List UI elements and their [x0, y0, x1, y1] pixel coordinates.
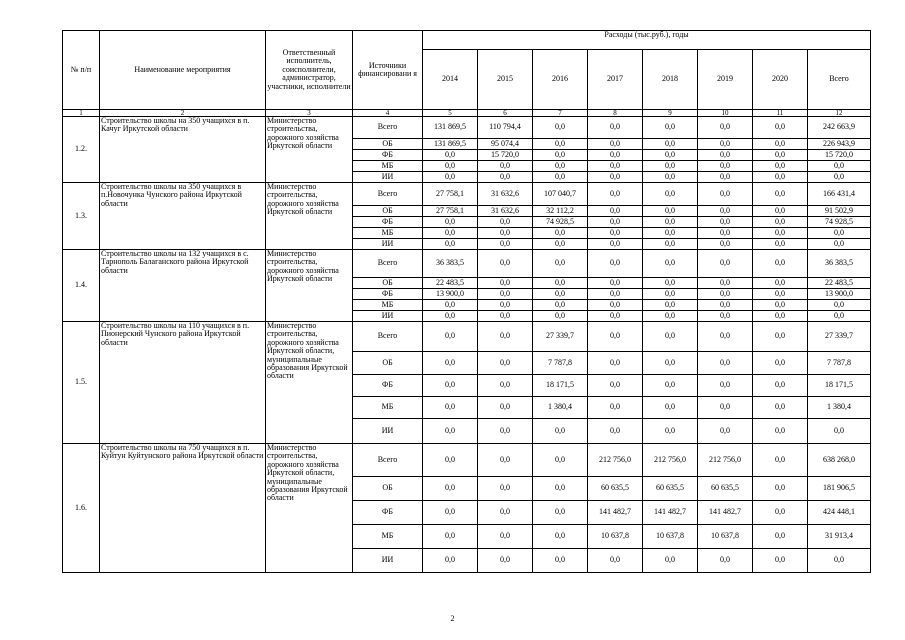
year-value: 0,0: [588, 228, 643, 239]
year-value: 0,0: [753, 228, 808, 239]
header-year: 2017: [588, 50, 643, 110]
year-value: 0,0: [533, 161, 588, 172]
header-name: Наименование мероприятия: [100, 31, 266, 110]
year-value: 0,0: [423, 501, 478, 525]
year-value: 10 637,8: [698, 525, 753, 549]
total-value: 36 383,5: [808, 250, 871, 278]
funding-source: ФБ: [353, 501, 423, 525]
year-value: 31 632,6: [478, 183, 533, 206]
year-value: 95 074,4: [478, 139, 533, 150]
total-value: 424 448,1: [808, 501, 871, 525]
year-value: 0,0: [423, 477, 478, 501]
year-value: 0,0: [753, 419, 808, 444]
year-value: 0,0: [423, 300, 478, 311]
year-value: 0,0: [423, 444, 478, 477]
year-value: 0,0: [423, 375, 478, 397]
year-value: 60 635,5: [643, 477, 698, 501]
funding-source: Всего: [353, 117, 423, 139]
year-value: 0,0: [753, 289, 808, 300]
header-source: Источники финансировани я: [353, 31, 423, 110]
funding-source: ОБ: [353, 278, 423, 289]
total-value: 181 906,5: [808, 477, 871, 501]
year-value: 0,0: [478, 444, 533, 477]
year-value: 0,0: [643, 117, 698, 139]
year-value: 0,0: [698, 375, 753, 397]
total-value: 0,0: [808, 549, 871, 573]
year-value: 0,0: [533, 150, 588, 161]
year-value: 107 040,7: [533, 183, 588, 206]
year-value: 0,0: [698, 239, 753, 250]
year-value: 0,0: [478, 161, 533, 172]
year-value: 0,0: [478, 311, 533, 322]
header-year: 2020: [753, 50, 808, 110]
row-number: 1.3.: [63, 183, 100, 250]
table-row: [63, 117, 871, 139]
year-value: 0,0: [588, 549, 643, 573]
activity-name: Строительство школы на 110 учащихся в п. Пионерский Чунского района Иркутской области: [100, 322, 266, 444]
row-number: 1.2.: [63, 117, 100, 183]
total-value: 0,0: [808, 161, 871, 172]
year-value: 0,0: [588, 161, 643, 172]
year-value: 27 339,7: [533, 322, 588, 352]
year-value: 0,0: [478, 525, 533, 549]
row-number: 1.5.: [63, 322, 100, 444]
year-value: 0,0: [588, 352, 643, 375]
funding-source: МБ: [353, 397, 423, 419]
year-value: 0,0: [533, 289, 588, 300]
column-number: 12: [808, 110, 871, 117]
year-value: 0,0: [423, 172, 478, 183]
year-value: 0,0: [533, 477, 588, 501]
responsible-executor: Министерство строительства, дорожного хозяйства Иркутской области: [266, 250, 353, 322]
year-value: 10 637,8: [588, 525, 643, 549]
year-value: 0,0: [643, 375, 698, 397]
header-year: 2018: [643, 50, 698, 110]
year-value: 0,0: [588, 172, 643, 183]
funding-source: ИИ: [353, 172, 423, 183]
funding-source: ФБ: [353, 289, 423, 300]
funding-source: МБ: [353, 161, 423, 172]
column-number: 6: [478, 110, 533, 117]
year-value: 0,0: [423, 161, 478, 172]
year-value: 0,0: [643, 183, 698, 206]
year-value: 212 756,0: [643, 444, 698, 477]
year-value: 0,0: [588, 419, 643, 444]
year-value: 0,0: [698, 311, 753, 322]
year-value: 0,0: [698, 139, 753, 150]
year-value: 27 758,1: [423, 206, 478, 217]
year-value: 0,0: [478, 239, 533, 250]
year-value: 36 383,5: [423, 250, 478, 278]
funding-source: МБ: [353, 525, 423, 549]
year-value: 0,0: [423, 217, 478, 228]
year-value: 10 637,8: [643, 525, 698, 549]
total-value: 166 431,4: [808, 183, 871, 206]
header-responsible: Ответственный исполнитель, соисполнители, администратор, участники, исполнители: [266, 31, 353, 110]
year-value: 0,0: [533, 549, 588, 573]
year-value: 212 756,0: [698, 444, 753, 477]
year-value: 0,0: [588, 375, 643, 397]
year-value: 0,0: [698, 289, 753, 300]
year-value: 0,0: [478, 397, 533, 419]
year-value: 0,0: [533, 501, 588, 525]
year-value: 0,0: [753, 549, 808, 573]
header-year: 2014: [423, 50, 478, 110]
total-value: 1 380,4: [808, 397, 871, 419]
funding-source: ОБ: [353, 352, 423, 375]
year-value: 0,0: [588, 322, 643, 352]
total-value: 0,0: [808, 228, 871, 239]
year-value: 0,0: [643, 278, 698, 289]
responsible-executor: Министерство строительства, дорожного хозяйства Иркутской области, муниципальные образования Иркутской области: [266, 444, 353, 573]
year-value: 0,0: [753, 183, 808, 206]
year-value: 0,0: [698, 206, 753, 217]
year-value: 0,0: [588, 139, 643, 150]
budget-table: [62, 30, 871, 573]
year-value: 0,0: [478, 172, 533, 183]
funding-source: Всего: [353, 322, 423, 352]
year-value: 141 482,7: [643, 501, 698, 525]
funding-source: ОБ: [353, 477, 423, 501]
year-value: 0,0: [643, 139, 698, 150]
year-value: 0,0: [423, 228, 478, 239]
year-value: 0,0: [643, 289, 698, 300]
year-value: 0,0: [533, 172, 588, 183]
year-value: 0,0: [423, 352, 478, 375]
year-value: 0,0: [478, 549, 533, 573]
row-number: 1.4.: [63, 250, 100, 322]
year-value: 0,0: [533, 300, 588, 311]
year-value: 141 482,7: [698, 501, 753, 525]
year-value: 0,0: [753, 139, 808, 150]
header-year: 2016: [533, 50, 588, 110]
header-num: № п/п: [63, 31, 100, 110]
total-value: 18 171,5: [808, 375, 871, 397]
year-value: 0,0: [643, 161, 698, 172]
year-value: 0,0: [423, 525, 478, 549]
year-value: 0,0: [588, 206, 643, 217]
total-value: 0,0: [808, 300, 871, 311]
year-value: 7 787,8: [533, 352, 588, 375]
year-value: 0,0: [533, 444, 588, 477]
year-value: 0,0: [478, 322, 533, 352]
year-value: 0,0: [698, 549, 753, 573]
header-year: 2015: [478, 50, 533, 110]
year-value: 74 928,5: [533, 217, 588, 228]
year-value: 60 635,5: [588, 477, 643, 501]
total-value: 7 787,8: [808, 352, 871, 375]
year-value: 0,0: [643, 217, 698, 228]
year-value: 0,0: [698, 161, 753, 172]
year-value: 0,0: [753, 525, 808, 549]
year-value: 0,0: [698, 228, 753, 239]
year-value: 0,0: [753, 322, 808, 352]
year-value: 131 869,5: [423, 117, 478, 139]
activity-name: Строительство школы на 350 учащихся в п. Качуг Иркутской области: [100, 117, 266, 183]
year-value: 212 756,0: [588, 444, 643, 477]
table-row: [63, 444, 871, 477]
total-value: 0,0: [808, 239, 871, 250]
year-value: 0,0: [753, 172, 808, 183]
year-value: 0,0: [588, 183, 643, 206]
year-value: 0,0: [753, 150, 808, 161]
year-value: 0,0: [588, 239, 643, 250]
year-value: 110 794,4: [478, 117, 533, 139]
activity-name: Строительство школы на 132 учащихся в с. Тарнополь Балаганского района Иркутской области: [100, 250, 266, 322]
column-number: 2: [100, 110, 266, 117]
year-value: 0,0: [643, 250, 698, 278]
year-value: 0,0: [478, 289, 533, 300]
funding-source: МБ: [353, 300, 423, 311]
year-value: 0,0: [588, 250, 643, 278]
column-number: 9: [643, 110, 698, 117]
year-value: 0,0: [533, 311, 588, 322]
year-value: 0,0: [588, 311, 643, 322]
funding-source: ИИ: [353, 311, 423, 322]
year-value: 0,0: [588, 300, 643, 311]
year-value: 0,0: [698, 117, 753, 139]
year-value: 0,0: [753, 300, 808, 311]
table-row: [63, 250, 871, 278]
year-value: 0,0: [753, 397, 808, 419]
year-value: 0,0: [423, 239, 478, 250]
year-value: 0,0: [423, 397, 478, 419]
year-value: 0,0: [698, 183, 753, 206]
year-value: 0,0: [698, 278, 753, 289]
year-value: 0,0: [478, 375, 533, 397]
total-value: 22 483,5: [808, 278, 871, 289]
total-value: 0,0: [808, 311, 871, 322]
year-value: 0,0: [478, 228, 533, 239]
year-value: 32 112,2: [533, 206, 588, 217]
year-value: 0,0: [588, 289, 643, 300]
year-value: 0,0: [423, 549, 478, 573]
year-value: 0,0: [643, 352, 698, 375]
year-value: 0,0: [698, 300, 753, 311]
year-value: 0,0: [753, 477, 808, 501]
year-value: 1 380,4: [533, 397, 588, 419]
total-value: 27 339,7: [808, 322, 871, 352]
year-value: 0,0: [753, 250, 808, 278]
funding-source: ФБ: [353, 375, 423, 397]
column-number: 7: [533, 110, 588, 117]
page-number: 2: [450, 614, 455, 623]
year-value: 0,0: [423, 419, 478, 444]
year-value: 0,0: [423, 311, 478, 322]
year-value: 0,0: [588, 150, 643, 161]
year-value: 0,0: [588, 217, 643, 228]
year-value: 22 483,5: [423, 278, 478, 289]
year-value: 0,0: [533, 250, 588, 278]
year-value: 0,0: [643, 419, 698, 444]
column-number: 11: [753, 110, 808, 117]
funding-source: ИИ: [353, 239, 423, 250]
table-row: [63, 183, 871, 206]
year-value: 0,0: [643, 239, 698, 250]
year-value: 0,0: [753, 117, 808, 139]
total-value: 0,0: [808, 419, 871, 444]
year-value: 0,0: [533, 419, 588, 444]
year-value: 0,0: [478, 300, 533, 311]
column-number: 10: [698, 110, 753, 117]
total-value: 242 663,9: [808, 117, 871, 139]
year-value: 0,0: [533, 228, 588, 239]
year-value: 0,0: [478, 419, 533, 444]
total-value: 0,0: [808, 172, 871, 183]
year-value: 0,0: [588, 117, 643, 139]
responsible-executor: Министерство строительства, дорожного хозяйства Иркутской области: [266, 117, 353, 183]
year-value: 0,0: [753, 501, 808, 525]
year-value: 0,0: [533, 278, 588, 289]
activity-name: Строительство школы на 750 учащихся в п. Куйтун Куйтунского района Иркутской области: [100, 444, 266, 573]
column-number: 1: [63, 110, 100, 117]
year-value: 0,0: [753, 444, 808, 477]
year-value: 60 635,5: [698, 477, 753, 501]
year-value: 0,0: [753, 278, 808, 289]
year-value: 0,0: [478, 352, 533, 375]
funding-source: Всего: [353, 183, 423, 206]
year-value: 0,0: [643, 150, 698, 161]
year-value: 0,0: [698, 322, 753, 352]
year-value: 0,0: [698, 150, 753, 161]
year-value: 0,0: [643, 300, 698, 311]
header-year: 2019: [698, 50, 753, 110]
year-value: 0,0: [533, 139, 588, 150]
total-value: 13 900,0: [808, 289, 871, 300]
year-value: 0,0: [478, 250, 533, 278]
year-value: 0,0: [753, 161, 808, 172]
year-value: 0,0: [753, 375, 808, 397]
year-value: 0,0: [643, 228, 698, 239]
year-value: 0,0: [753, 206, 808, 217]
funding-source: ОБ: [353, 206, 423, 217]
funding-source: ФБ: [353, 150, 423, 161]
year-value: 18 171,5: [533, 375, 588, 397]
year-value: 27 758,1: [423, 183, 478, 206]
column-number: 8: [588, 110, 643, 117]
year-value: 141 482,7: [588, 501, 643, 525]
year-value: 0,0: [478, 278, 533, 289]
year-value: 15 720,0: [478, 150, 533, 161]
funding-source: ИИ: [353, 419, 423, 444]
year-value: 0,0: [698, 419, 753, 444]
table-row: [63, 322, 871, 352]
year-value: 0,0: [423, 322, 478, 352]
row-number: 1.6.: [63, 444, 100, 573]
funding-source: ФБ: [353, 217, 423, 228]
year-value: 0,0: [643, 206, 698, 217]
year-value: 0,0: [423, 150, 478, 161]
year-value: 0,0: [643, 311, 698, 322]
year-value: 0,0: [533, 117, 588, 139]
total-value: 226 943,9: [808, 139, 871, 150]
total-value: 638 268,0: [808, 444, 871, 477]
year-value: 0,0: [533, 525, 588, 549]
funding-source: МБ: [353, 228, 423, 239]
total-value: 91 502,9: [808, 206, 871, 217]
year-value: 0,0: [478, 501, 533, 525]
header-total: Всего: [808, 50, 871, 110]
year-value: 0,0: [588, 397, 643, 419]
year-value: 0,0: [478, 217, 533, 228]
year-value: 0,0: [478, 477, 533, 501]
year-value: 0,0: [533, 239, 588, 250]
year-value: 0,0: [643, 322, 698, 352]
total-value: 31 913,4: [808, 525, 871, 549]
year-value: 0,0: [698, 250, 753, 278]
column-number: 5: [423, 110, 478, 117]
column-number: 4: [353, 110, 423, 117]
funding-source: Всего: [353, 444, 423, 477]
total-value: 15 720,0: [808, 150, 871, 161]
year-value: 0,0: [588, 278, 643, 289]
year-value: 0,0: [698, 172, 753, 183]
year-value: 0,0: [698, 352, 753, 375]
responsible-executor: Министерство строительства, дорожного хозяйства Иркутской области: [266, 183, 353, 250]
year-value: 0,0: [698, 397, 753, 419]
header-expenses: Расходы (тыс.руб.), годы: [423, 31, 871, 50]
funding-source: ИИ: [353, 549, 423, 573]
year-value: 0,0: [643, 397, 698, 419]
year-value: 0,0: [698, 217, 753, 228]
responsible-executor: Министерство строительства, дорожного хозяйства Иркутской области, муниципальные образования Иркутской области: [266, 322, 353, 444]
year-value: 0,0: [753, 239, 808, 250]
column-number: 3: [266, 110, 353, 117]
funding-source: ОБ: [353, 139, 423, 150]
activity-name: Строительство школы на 350 учащихся в п.Новочунка Чунского района Иркутской области: [100, 183, 266, 250]
year-value: 131 869,5: [423, 139, 478, 150]
year-value: 0,0: [753, 311, 808, 322]
year-value: 13 900,0: [423, 289, 478, 300]
year-value: 0,0: [643, 549, 698, 573]
year-value: 0,0: [643, 172, 698, 183]
total-value: 74 928,5: [808, 217, 871, 228]
year-value: 0,0: [753, 352, 808, 375]
funding-source: Всего: [353, 250, 423, 278]
year-value: 0,0: [753, 217, 808, 228]
year-value: 31 632,6: [478, 206, 533, 217]
